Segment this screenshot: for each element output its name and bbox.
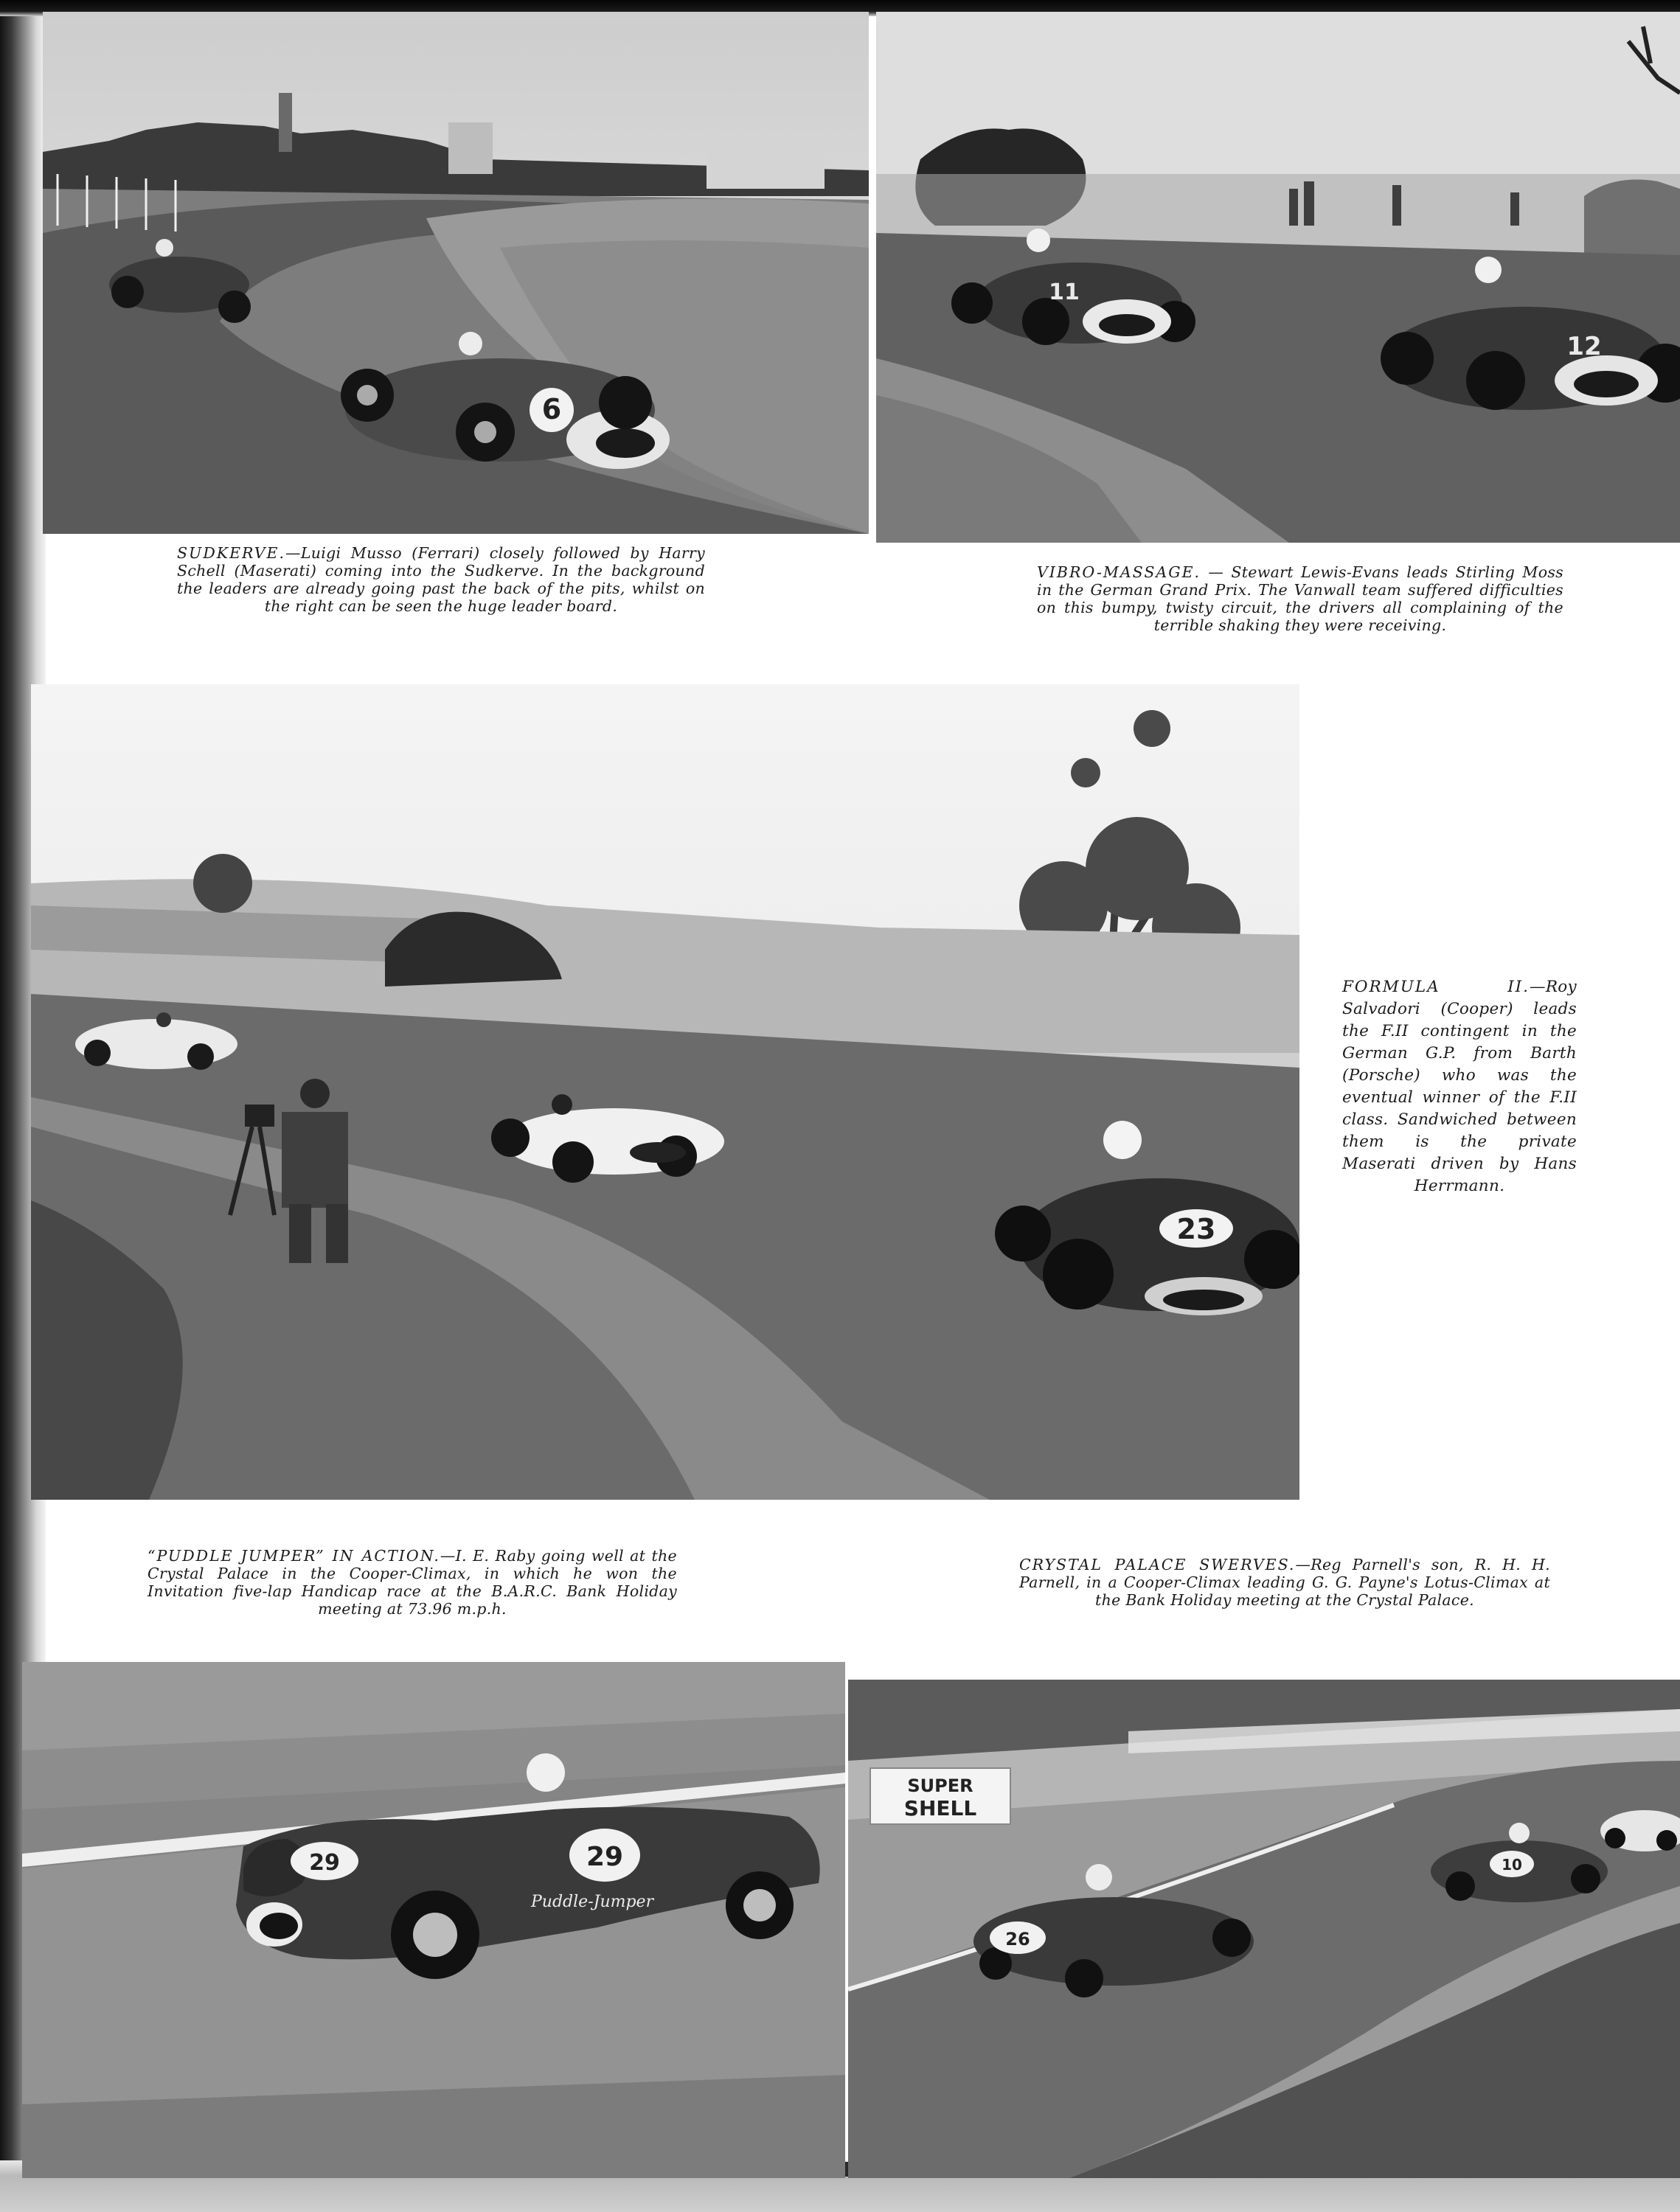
car-number-label: 10 — [1502, 1856, 1522, 1874]
car-number-label: 26 — [1005, 1929, 1030, 1950]
caption-text: —Luigi Musso (Ferrari) closely followed by Harry Schell (Maserati) coming into the Sudkerve. In the background the leaders are already going past the back of the pits, whilst on the right can be seen the huge leader board. — [177, 544, 705, 615]
caption-text: —Reg Parnell's son, R. H. H. Parnell, in a Cooper-Climax leading G. G. Payne's Lotus-Climax at the Bank Holiday meeting at the Crystal Palace. — [1019, 1556, 1550, 1609]
photo-sudkerve — [43, 12, 869, 534]
sign-line-2: SHELL — [903, 1796, 977, 1820]
caption-formula-ii — [1342, 976, 1577, 1197]
photo-puddle-jumper — [22, 1662, 845, 2178]
car-number-label: 23 — [1176, 1213, 1216, 1245]
caption-vibro-massage — [1037, 563, 1563, 634]
caption-sudkerve — [177, 544, 705, 615]
caption-heading: FORMULA II. — [1342, 978, 1530, 996]
car-number-label: 29 — [309, 1850, 340, 1876]
photo-crystal-palace — [848, 1680, 1680, 2178]
caption-heading: SUDKERVE. — [177, 544, 286, 562]
caption-heading: VIBRO-MASSAGE. — [1037, 563, 1201, 581]
car-script-label: Puddle-Jumper — [531, 1893, 654, 1911]
caption-puddle-jumper — [147, 1547, 677, 1618]
caption-text: —Roy Salvadori (Cooper) leads the F.II contingent in the German G.P. from Barth (Porsche) who was the eventual winner of the F.II class. Sandwiched between them is the private Maserati driven by Hans Herrmann. — [1342, 978, 1577, 1195]
photo-formula-ii — [31, 684, 1299, 1500]
car-number-label: 11 — [1049, 279, 1080, 305]
caption-crystal-palace — [1019, 1556, 1550, 1609]
caption-text: —I. E. Raby going well at the Crystal Palace in the Cooper-Climax, in which he won the Invitation five-lap Handicap race at the B.A.R.C. Bank Holiday meeting at 73.96 m.p.h. — [147, 1547, 677, 1618]
caption-text: — Stewart Lewis-Evans leads Stirling Moss in the German Grand Prix. The Vanwall team suffered difficulties on this bumpy, twisty circuit, the drivers all complaining of the terrible shaking they were receiving. — [1037, 563, 1563, 634]
sign-line-1: SUPER — [907, 1775, 973, 1796]
car-number-label: 6 — [541, 393, 562, 425]
car-number-label: 12 — [1566, 332, 1602, 361]
photo-vibro-massage — [876, 12, 1680, 543]
car-number-label: 29 — [586, 1842, 624, 1872]
caption-heading: CRYSTAL PALACE SWERVES. — [1019, 1556, 1296, 1573]
caption-heading: “PUDDLE JUMPER” IN ACTION. — [147, 1547, 440, 1565]
